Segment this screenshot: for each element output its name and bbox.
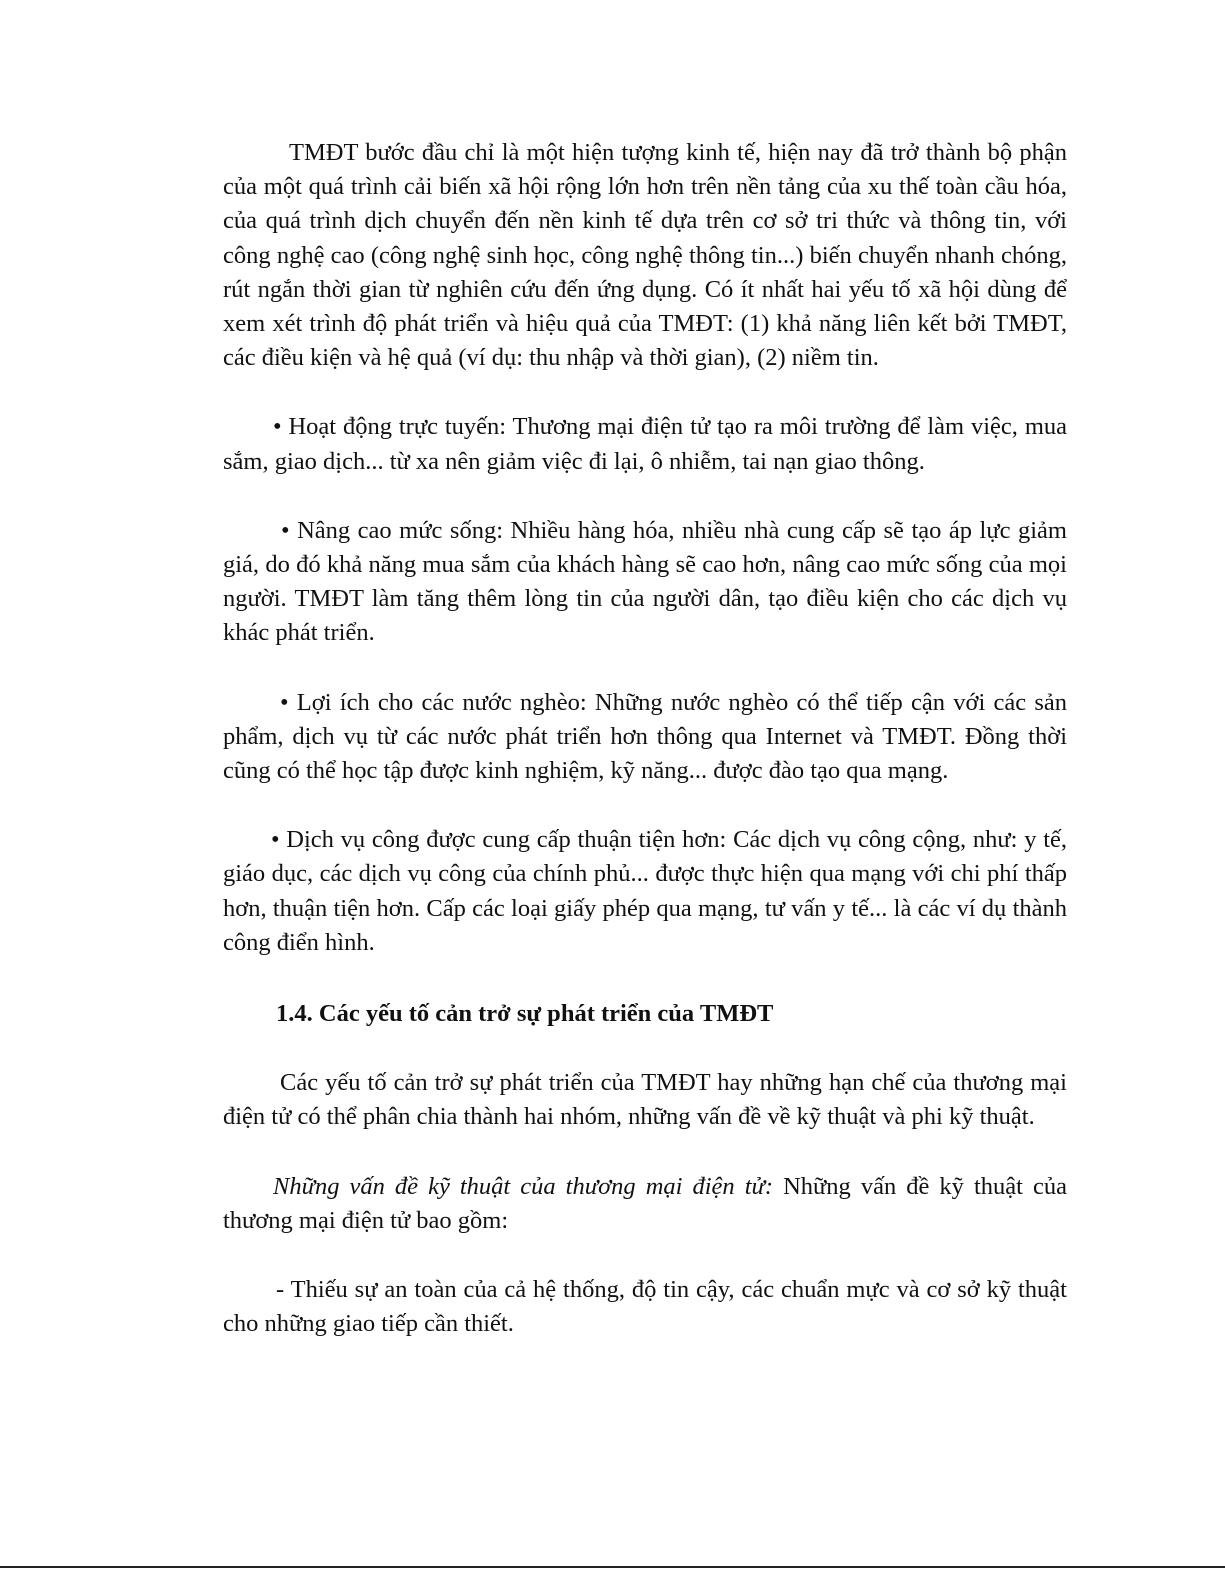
intro-paragraph: TMĐT bước đầu chỉ là một hiện tượng kinh tế, hiện nay đã trở thành bộ phận của một quá trình cải biến xã hội rộng lớn hơn trên nền tảng của xu thế toàn cầu hóa, của quá trình dịch chuyển đến nền kinh tế dựa trên cơ sở tri thức và thông tin, với công nghệ cao (công nghệ sinh học, công nghệ thông tin...) biến chuyển nhanh chóng, rút ngắn thời gian từ nghiên cứu đến ứng dụng. Có ít nhất hai yếu tố xã hội dùng để xem xét trình độ phát triển và hiệu quả của TMĐT: (1) khả năng liên kết bởi TMĐT, các điều kiện và hệ quả (ví dụ: thu nhập và thời gian), (2) niềm tin. [223, 139, 1067, 372]
section-intro-paragraph: Các yếu tố cản trở sự phát triển của TMĐT hay những hạn chế của thương mại điện tử có thể phân chia thành hai nhóm, những vấn đề về kỹ thuật và phi kỹ thuật. [223, 1069, 1067, 1131]
technical-issues-paragraph [223, 1170, 1067, 1238]
technical-issues-lead: Những vấn đề kỹ thuật của thương mại điện tử: [273, 1172, 774, 1200]
section-heading: 1.4. Các yếu tố cản trở sự phát triển của TMĐT [276, 1000, 774, 1028]
dash-list-item: - Thiếu sự an toàn của cả hệ thống, độ tin cậy, các chuẩn mực và cơ sở kỹ thuật cho những giao tiếp cần thiết. [223, 1276, 1067, 1338]
bullet-online-activity: • Hoạt động trực tuyến: Thương mại điện tử tạo ra môi trường để làm việc, mua sắm, giao dịch... từ xa nên giảm việc đi lại, ô nhiễm, tai nạn giao thông. [223, 413, 1067, 475]
page-bottom-rule [0, 1566, 1225, 1568]
document-page [223, 136, 1067, 1341]
bullet-poor-countries: • Lợi ích cho các nước nghèo: Những nước nghèo có thể tiếp cận với các sản phẩm, dịch vụ từ các nước phát triển hơn thông qua Internet và TMĐT. Đồng thời cũng có thể học tập được kinh nghiệm, kỹ năng... được đào tạo qua mạng. [223, 688, 1067, 785]
bullet-living-standard: • Nâng cao mức sống: Nhiều hàng hóa, nhiều nhà cung cấp sẽ tạo áp lực giảm giá, do đó khả năng mua sắm của khách hàng sẽ cao hơn, nâng cao mức sống của mọi người. TMĐT làm tăng thêm lòng tin của người dân, tạo điều kiện cho các dịch vụ khác phát triển. [223, 516, 1067, 647]
technical-issues-rest: Những vấn đề kỹ thuật của thương mại điện tử bao gồm: [223, 1172, 1067, 1234]
bullet-public-services: • Dịch vụ công được cung cấp thuận tiện hơn: Các dịch vụ công cộng, như: y tế, giáo dục, các dịch vụ công của chính phủ... được thực hiện qua mạng với chi phí thấp hơn, thuận tiện hơn. Cấp các loại giấy phép qua mạng, tư vấn y tế... là các ví dụ thành công điển hình. [223, 826, 1067, 956]
